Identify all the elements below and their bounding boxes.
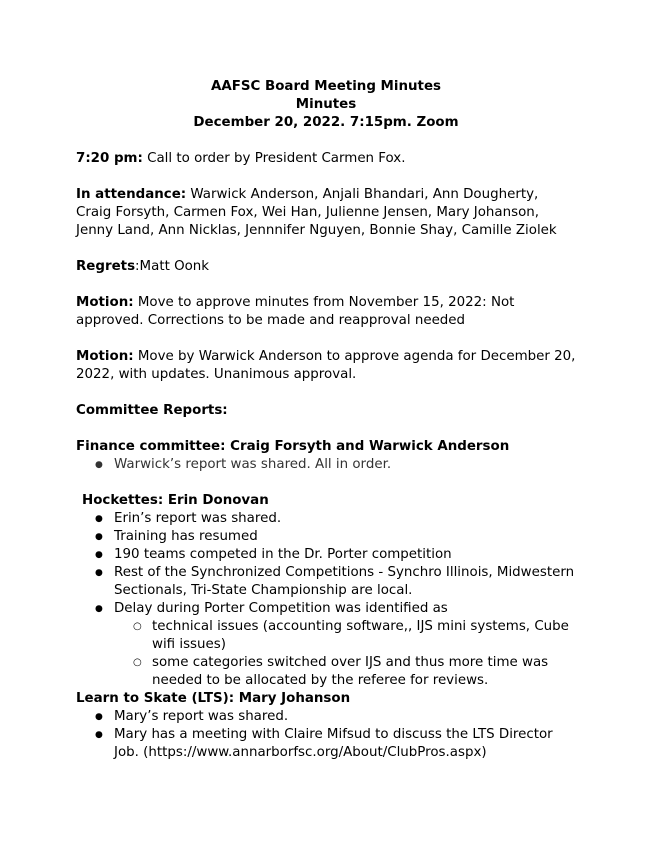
motion-agenda xyxy=(76,348,576,384)
document-subtitle: Minutes xyxy=(295,97,357,112)
finance-list xyxy=(76,456,576,474)
motion-label: Motion: xyxy=(76,349,134,364)
attendance xyxy=(76,186,576,240)
regrets-label: Regrets xyxy=(76,259,136,274)
motion-text: Move by Warwick Anderson to approve agenda for December 20, 2022, with updates. Unanimous approval. xyxy=(76,349,576,382)
list-item: ● Rest of the Synchronized Competitions - Synchro Illinois, Midwestern Sectionals, Tri-State Championship are local. xyxy=(76,564,576,600)
hockettes-list xyxy=(76,510,576,690)
sub-list-item: ○ technical issues (accounting software,, IJS mini systems, Cube wifi issues) xyxy=(76,618,576,654)
list-item: ● Delay during Porter Competition was identified as xyxy=(76,600,576,618)
attendance-text: Warwick Anderson, Anjali Bhandari, Ann Dougherty, Craig Forsyth, Carmen Fox, Wei Han, Julienne Jensen, Mary Johanson, Jenny Land, Ann Nicklas, Jennnifer Nguyen, Bonnie Shay, Camille Ziolek xyxy=(76,187,557,238)
motion-text: Move to approve minutes from November 15, 2022: Not approved. Corrections to be made and reapproval needed xyxy=(76,295,515,328)
motion-label: Motion: xyxy=(76,295,134,310)
meeting-date-line: December 20, 2022. 7:15pm. Zoom xyxy=(193,115,459,130)
list-item: ● Warwick’s report was shared. All in order. xyxy=(76,456,576,474)
attendance-label: In attendance: xyxy=(76,187,187,202)
regrets-text: :Matt Oonk xyxy=(135,259,210,274)
list-item: ● Mary has a meeting with Claire Mifsud to discuss the LTS Director Job. (https://www.annarborfsc.org/About/ClubPros.aspx) xyxy=(76,726,576,762)
regrets xyxy=(76,258,576,276)
list-item: ● Training has resumed xyxy=(76,528,576,546)
minutes-document xyxy=(76,78,576,762)
finance-heading: Finance committee: Craig Forsyth and Warwick Anderson xyxy=(76,439,510,454)
call-to-order-label: 7:20 pm: xyxy=(76,151,143,166)
hockettes-heading: Hockettes: Erin Donovan xyxy=(82,493,269,508)
call-to-order-text: Call to order by President Carmen Fox. xyxy=(142,151,406,166)
motion-minutes xyxy=(76,294,576,330)
list-item: ● 190 teams competed in the Dr. Porter competition xyxy=(76,546,576,564)
call-to-order xyxy=(76,150,576,168)
committee-reports-heading: Committee Reports: xyxy=(76,403,228,418)
list-item: ● Erin’s report was shared. xyxy=(76,510,576,528)
lts-heading: Learn to Skate (LTS): Mary Johanson xyxy=(76,691,351,706)
document-title: AAFSC Board Meeting Minutes xyxy=(211,79,441,94)
sub-list-item: ○ some categories switched over IJS and thus more time was needed to be allocated by the referee for reviews. xyxy=(76,654,576,690)
lts-list xyxy=(76,708,576,762)
list-item: ● Mary’s report was shared. xyxy=(76,708,576,726)
